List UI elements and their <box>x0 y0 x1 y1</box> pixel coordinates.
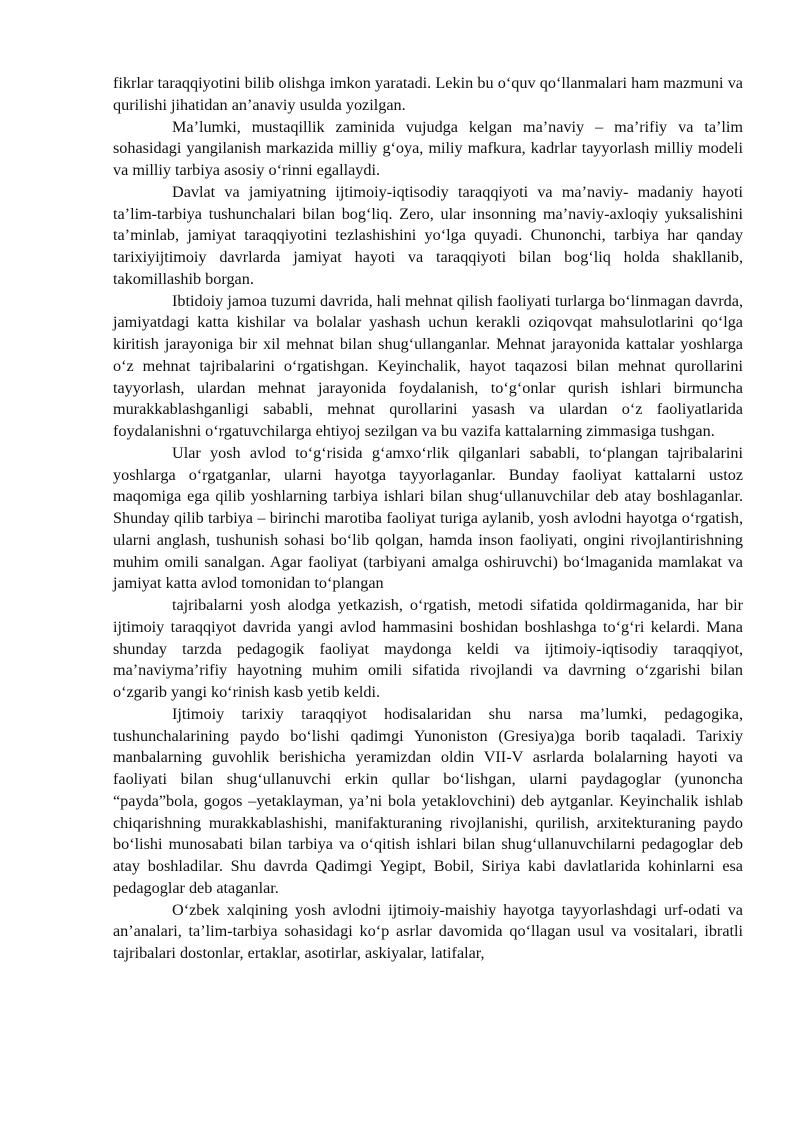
paragraph: tajribalarni yosh alodga yetkazish, o‘rgatish, metodi sifatida qoldirmaganida, har bir ijtimoiy taraqqiyot davrida yangi avlod hammasini boshidan boshlashga to‘g‘ri kelardi. Mana shunday tarzda pedagogik faoliyat maydonga keldi va ijtimoiy-iqtisodiy taraqqiyot, ma’naviyma’rifiy hayotning muhim omili sifatida rivojlandi va davrning o‘zgarishi bilan o‘zgarib yangi ko‘rinish kasb yetib keldi. <box>113 596 743 701</box>
paragraph: Ijtimoiy tarixiy taraqqiyot hodisalaridan shu narsa ma’lumki, pedagogika, tushunchalarining paydo bo‘lishi qadimgi Yunoniston (Gresiya)ga borib taqaladi. Tarixiy manbalarning guvohlik berishicha yeramizdan oldin VII-V asrlarda bolalarning hayoti va faoliyati bilan shug‘ullanuvchi erkin qullar bo‘lishgan, ularni paydagoglar (yunoncha “payda”bola, gogos –yetaklayman, ya’ni bola yetaklovchini) deb aytganlar. Keyinchalik ishlab chiqarishning murakkablashishi, manifakturaning rivojlanishi, qurilish, arxitekturaning paydo bo‘lishi munosabati bilan tarbiya va o‘qitish ishlari bilan shug‘ullanuvchilarni pedagoglar deb atay boshladilar. Shu davrda Qadimgi Yegipt, Bobil, Siriya kabi davlatlarida kohinlarni esa pedagoglar deb ataganlar. <box>113 704 743 897</box>
paragraph: Ma’lumki, mustaqillik zaminida vujudga kelgan ma’naviy – ma’rifiy va ta’lim sohasidagi yangilanish markazida milliy g‘oya, miliy mafkura, kadrlar tayyorlash milliy modeli va milliy tarbiya asosiy o‘rinni egallaydi. <box>113 117 743 179</box>
paragraph: Ibtidoiy jamoa tuzumi davrida, hali mehnat qilish faoliyati turlarga bo‘linmagan davrda, jamiyatdagi katta kishilar va bolalar yashash uchun kerakli oziqovqat mahsulotlarini qo‘lga kiritish jarayoniga bir xil mehnat bilan shug‘ullanganlar. Mehnat jarayonida kattalar yoshlarga o‘z mehnat tajribalarini o‘rgatishgan. Keyinchalik, hayot taqazosi bilan mehnat qurollarini tayyorlash, ulardan mehnat jarayonida foydalanish, to‘g‘onlar qurish ishlari birmuncha murakkablashganligi sababli, mehnat qurollarini yasash va ulardan o‘z faoliyatlarida foydalanishni o‘rgatuvchilarga ehtiyoj sezilgan va bu vazifa kattalarning zimmasiga tushgan. <box>113 291 743 440</box>
paragraph: Ular yosh avlod to‘g‘risida g‘amxo‘rlik qilganlari sababli, to‘plangan tajribalarini yoshlarga o‘rgatganlar, ularni hayotga tayyorlaganlar. Bunday faoliyat kattalarni ustoz maqomiga ega qilib yoshlarning tarbiya ishlari bilan shug‘ullanuvchilar deb atay boshlaganlar. Shunday qilib tarbiya – birinchi marotiba faoliyat turiga aylanib, yosh avlodni hayotga o‘rgatish, ularni anglash, tushunish sohasi bo‘lib qolgan, hamda inson faoliyati, ongini rivojlantirishning muhim omili sanalgan. Agar faoliyat (tarbiyani amalga oshiruvchi) bo‘lmaganida mamlakat va jamiyat katta avlod tomonidan to‘plangan <box>113 443 743 593</box>
document-page <box>113 73 743 965</box>
paragraph: fikrlar taraqqiyotini bilib olishga imkon yaratadi. Lekin bu o‘quv qo‘llanmalari ham mazmuni va qurilishi jihatidan an’anaviy usulda yozilgan. <box>113 74 743 114</box>
paragraph: O‘zbek xalqining yosh avlodni ijtimoiy-maishiy hayotga tayyorlashdagi urf-odati va an’analari, ta’lim-tarbiya sohasidagi ko‘p asrlar davomida qo‘llagan usul va vositalari, ibratli tajribalari dostonlar, ertaklar, asotirlar, askiyalar, latifalar, <box>113 900 743 962</box>
paragraph: Davlat va jamiyatning ijtimoiy-iqtisodiy taraqqiyoti va ma’naviy- madaniy hayoti ta’lim-tarbiya tushunchalari bilan bog‘liq. Zero, ular insonning ma’naviy-axloqiy yuksalishini ta’minlab, jamiyat taraqqiyotini tezlashishini yo‘lga quyadi. Chunonchi, tarbiya har qanday tarixiyijtimoiy davrlarda jamiyat hayoti va taraqqiyoti bilan bog‘liq holda shakllanib, takomillashib borgan. <box>113 182 743 288</box>
